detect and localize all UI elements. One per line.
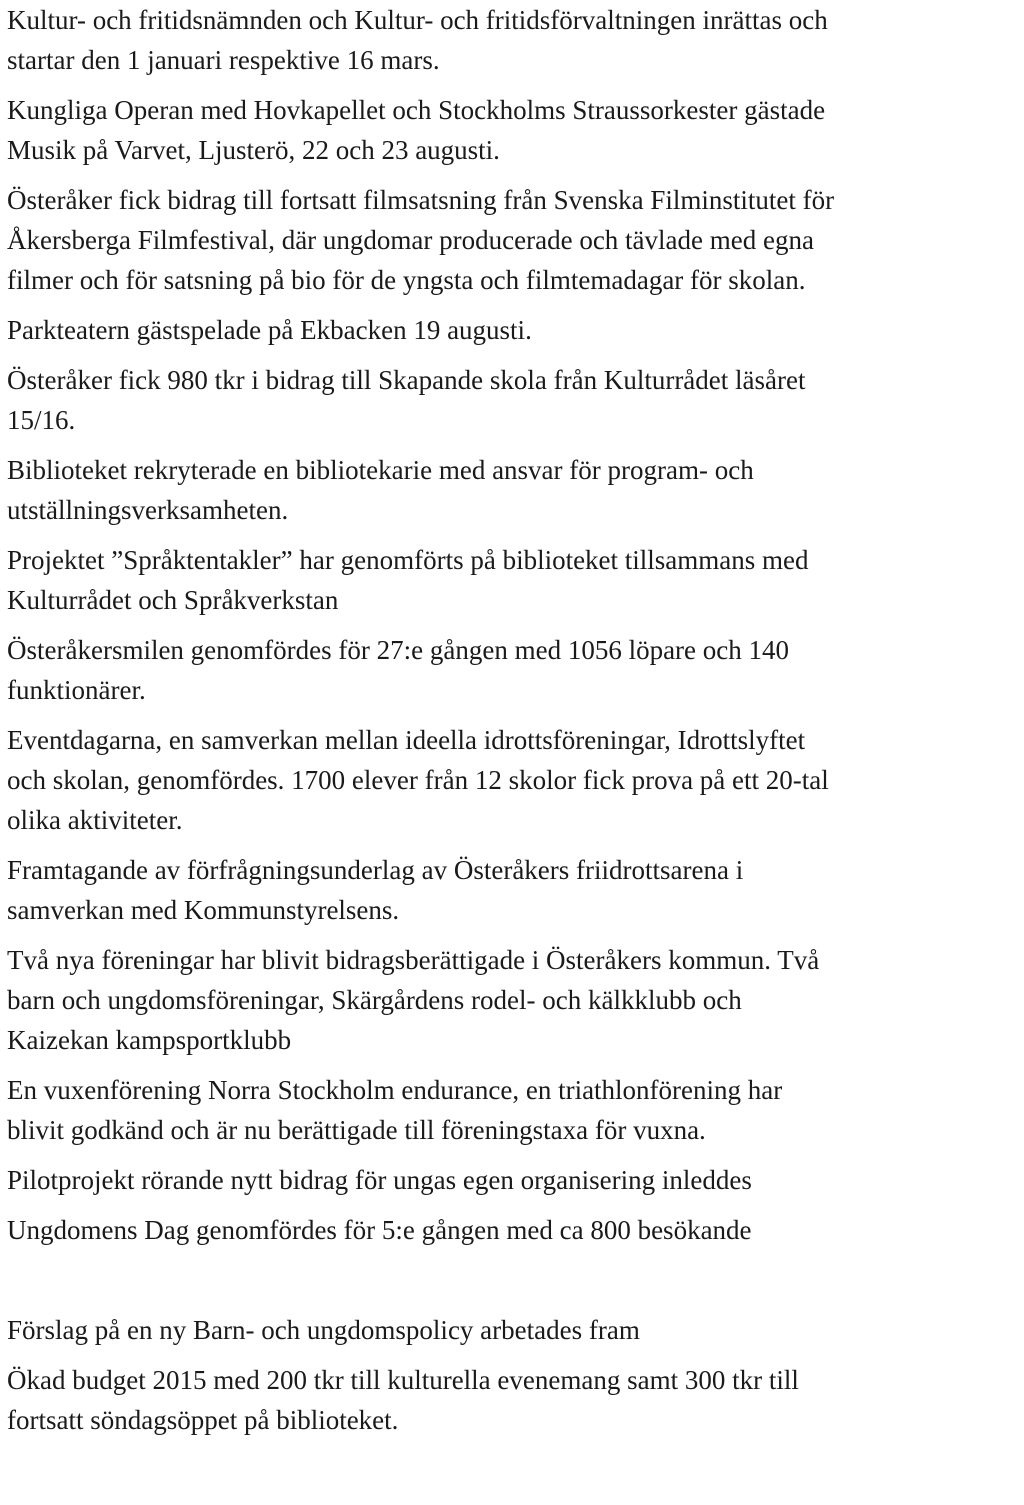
paragraph-line: Åkersberga Filmfestival, där ungdomar producerade och tävlade med egna — [7, 225, 814, 255]
paragraph-line: Österåker fick 980 tkr i bidrag till Skapande skola från Kulturrådet läsåret — [7, 365, 806, 395]
paragraph-line: Projektet ”Språktentakler” har genomförts på biblioteket tillsammans med — [7, 545, 809, 575]
paragraph-line: samverkan med Kommunstyrelsens. — [7, 895, 400, 925]
paragraph-line: Eventdagarna, en samverkan mellan ideella idrottsföreningar, Idrottslyftet — [7, 725, 806, 755]
paragraph-line: En vuxenförening Norra Stockholm endurance, en triathlonförening har — [7, 1075, 783, 1105]
paragraph-line: 15/16. — [7, 405, 76, 435]
paragraph-line: Biblioteket rekryterade en bibliotekarie med ansvar för program- och — [7, 455, 754, 485]
paragraph-line: Pilotprojekt rörande nytt bidrag för ungas egen organisering inleddes — [7, 1165, 752, 1195]
paragraph — [7, 630, 1021, 710]
paragraph-line: Parkteatern gästspelade på Ekbacken 19 augusti. — [7, 315, 532, 345]
paragraph — [7, 720, 1021, 840]
paragraph-list-after-gap — [7, 1310, 1021, 1440]
paragraph — [7, 360, 1021, 440]
paragraph-line: filmer och för satsning på bio för de yngsta och filmtemadagar för skolan. — [7, 265, 806, 295]
paragraph-line: Ökad budget 2015 med 200 tkr till kulturella evenemang samt 300 tkr till — [7, 1365, 799, 1395]
paragraph — [7, 0, 1021, 80]
paragraph-line: Kaizekan kampsportklubb — [7, 1025, 292, 1055]
paragraph-line: Kulturrådet och Språkverkstan — [7, 585, 339, 615]
paragraph-line: Österåkersmilen genomfördes för 27:e gången med 1056 löpare och 140 — [7, 635, 790, 665]
paragraph-line: Österåker fick bidrag till fortsatt filmsatsning från Svenska Filminstitutet för — [7, 185, 835, 215]
paragraph — [7, 1360, 1021, 1440]
paragraph-line: Musik på Varvet, Ljusterö, 22 och 23 augusti. — [7, 135, 500, 165]
paragraph — [7, 450, 1021, 530]
paragraph-line: fortsatt söndagsöppet på biblioteket. — [7, 1405, 399, 1435]
paragraph-line: barn och ungdomsföreningar, Skärgårdens rodel- och kälkklubb och — [7, 985, 742, 1015]
paragraph-line: startar den 1 januari respektive 16 mars. — [7, 45, 440, 75]
paragraph — [7, 1160, 1021, 1200]
paragraph-line: olika aktiviteter. — [7, 805, 183, 835]
paragraph — [7, 540, 1021, 620]
paragraph-line: blivit godkänd och är nu berättigade till föreningstaxa för vuxna. — [7, 1115, 706, 1145]
paragraph — [7, 850, 1021, 930]
paragraph-list — [7, 0, 1021, 1250]
paragraph-line: utställningsverksamheten. — [7, 495, 289, 525]
paragraph — [7, 310, 1021, 350]
paragraph-line: och skolan, genomfördes. 1700 elever från 12 skolor fick prova på ett 20-tal — [7, 765, 829, 795]
paragraph — [7, 940, 1021, 1060]
document-body — [7, 0, 1021, 1450]
paragraph — [7, 1210, 1021, 1250]
paragraph — [7, 180, 1021, 300]
paragraph-line: Två nya föreningar har blivit bidragsberättigade i Österåkers kommun. Två — [7, 945, 820, 975]
section-gap — [7, 1260, 1021, 1310]
paragraph-line: Ungdomens Dag genomfördes för 5:e gången med ca 800 besökande — [7, 1215, 752, 1245]
paragraph-line: Kultur- och fritidsnämnden och Kultur- och fritidsförvaltningen inrättas och — [7, 5, 828, 35]
paragraph-line: Förslag på en ny Barn- och ungdomspolicy arbetades fram — [7, 1315, 640, 1345]
paragraph-line: funktionärer. — [7, 675, 146, 705]
paragraph — [7, 90, 1021, 170]
paragraph-line: Kungliga Operan med Hovkapellet och Stockholms Straussorkester gästade — [7, 95, 826, 125]
paragraph — [7, 1310, 1021, 1350]
paragraph-line: Framtagande av förfrågningsunderlag av Österåkers friidrottsarena i — [7, 855, 744, 885]
paragraph — [7, 1070, 1021, 1150]
